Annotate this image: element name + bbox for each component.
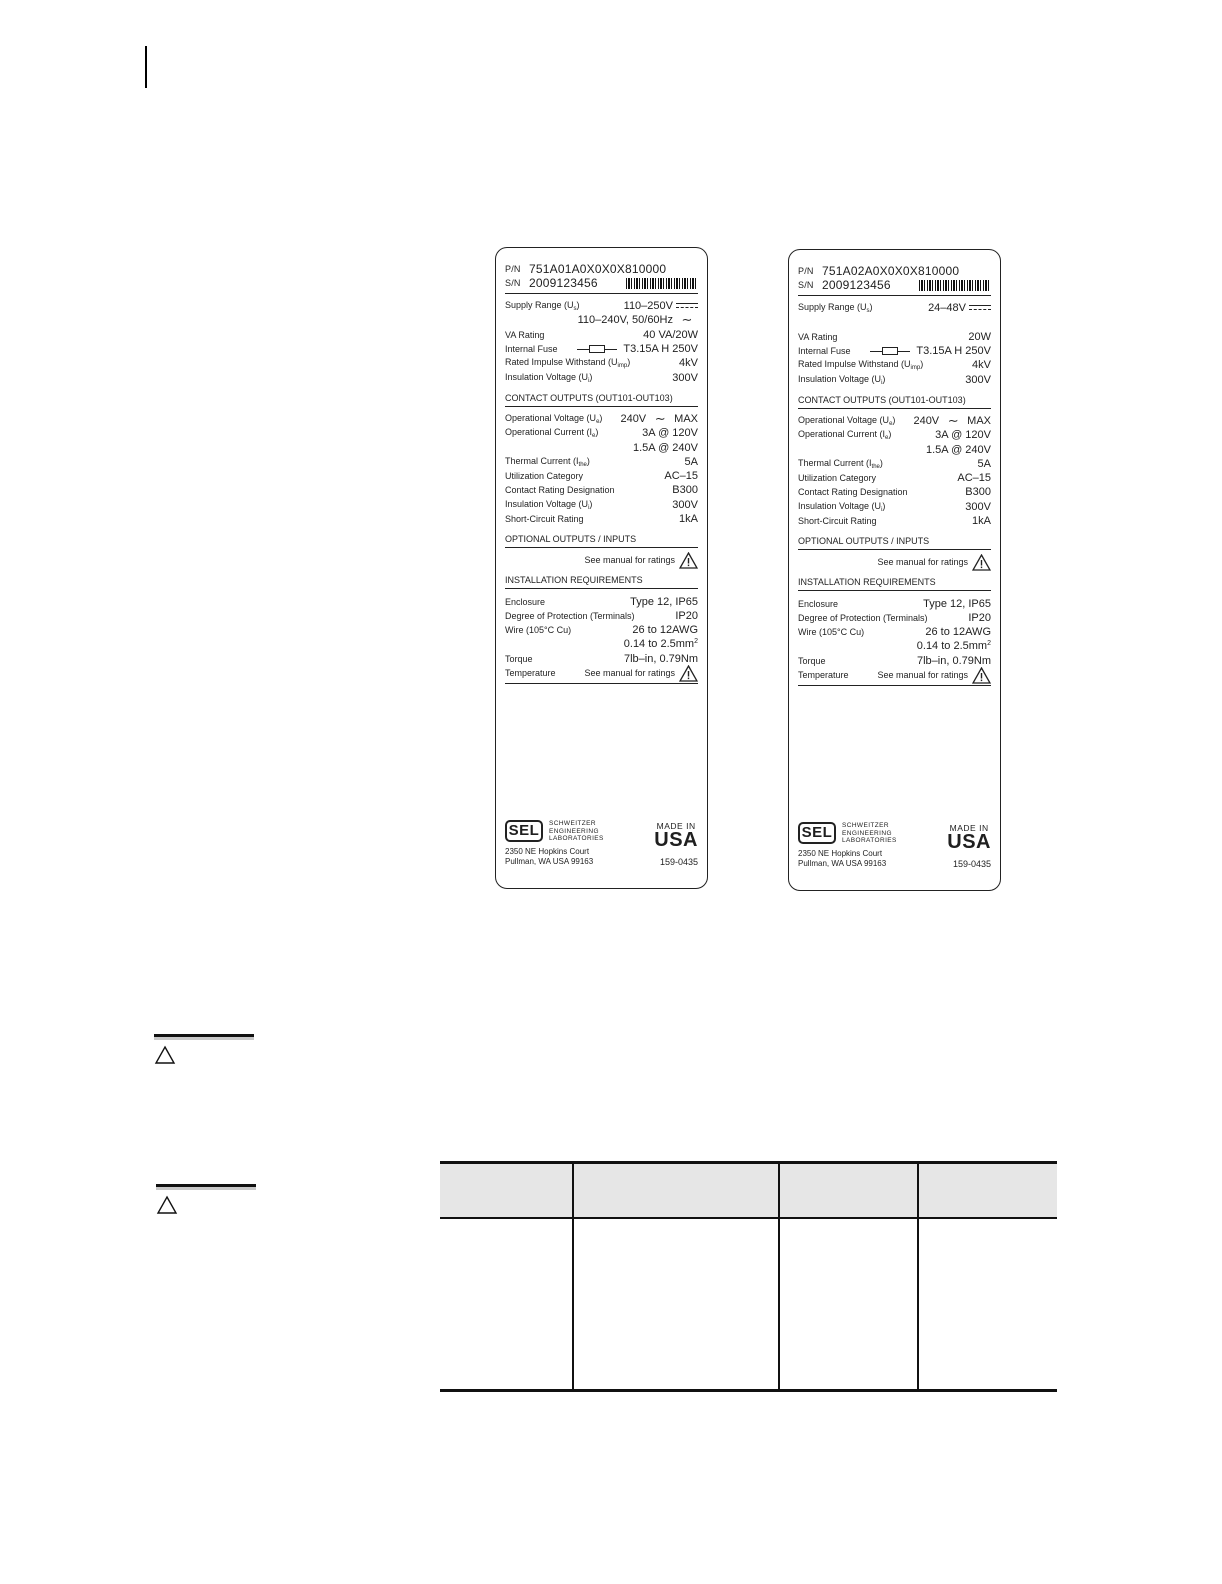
fuse-symbol-icon	[577, 345, 617, 353]
label-part-number: 159-0435	[659, 857, 698, 867]
serial-number: 2009123456	[529, 276, 598, 290]
company-address	[798, 849, 886, 868]
warning-triangle-icon	[679, 552, 698, 569]
label-text	[798, 358, 991, 372]
label-text	[505, 553, 698, 567]
label-text: Supply Range (U	[505, 300, 574, 311]
label-text	[577, 343, 698, 355]
ac-symbol-icon: ∼	[947, 412, 959, 428]
label-text: Thermal Current (I	[798, 457, 872, 468]
label-text: s	[866, 308, 870, 315]
supply-ac-line	[966, 317, 991, 327]
product-label-2	[788, 249, 1001, 891]
label-text: LABORATORIES	[549, 835, 604, 842]
label-text	[584, 665, 698, 682]
label-text	[798, 485, 991, 499]
company-address	[505, 847, 593, 866]
label-text	[798, 301, 991, 315]
page-margin-marker	[145, 46, 147, 88]
label-text: See manual for ratings	[877, 557, 968, 568]
label-text: e	[885, 435, 889, 442]
label-text: SCHWEITZER	[842, 822, 889, 829]
label-text	[798, 590, 991, 591]
label-text: 2350 NE Hopkins Court	[798, 849, 883, 858]
warning-triangle-icon	[972, 554, 991, 571]
label-text: Torque	[505, 653, 533, 664]
label-text: 2	[694, 638, 698, 646]
label-text	[505, 426, 698, 440]
label-text: Insulation Voltage (U	[505, 371, 589, 382]
label-text	[505, 413, 602, 425]
table-column-divider	[778, 1164, 780, 1389]
label-text	[505, 666, 698, 680]
label-text: s	[573, 306, 577, 313]
label-text: 1.5A @ 240V	[926, 443, 991, 456]
label-text	[798, 611, 991, 625]
label-text: Short-Circuit Rating	[505, 514, 584, 524]
label-text: Temperature	[798, 670, 849, 681]
label-text: Temperature	[505, 668, 556, 679]
label-text: i	[881, 379, 883, 386]
label-text	[798, 414, 991, 428]
label-text: Insulation Voltage (U	[798, 500, 882, 511]
label-text: )	[879, 457, 883, 468]
sel-logo: SEL	[505, 820, 543, 842]
label-text: S/N	[798, 280, 814, 290]
installation-heading: INSTALLATION REQUIREMENTS	[505, 575, 643, 586]
part-number-line	[798, 264, 991, 278]
label-text: Pullman, WA USA 99163	[798, 858, 887, 868]
label-text: 240V	[913, 414, 940, 427]
label-text: imp	[910, 365, 921, 372]
label-text	[505, 609, 698, 623]
label-text: Thermal Current (I	[505, 455, 579, 466]
label-text	[798, 501, 885, 513]
label-text: ENGINEERING	[842, 829, 892, 837]
optional-outputs-heading: OPTIONAL OUTPUTS / INPUTS	[798, 536, 930, 547]
sel-logo: SEL	[798, 822, 836, 844]
company-name	[842, 822, 897, 845]
label-text	[505, 588, 698, 589]
label-text	[620, 410, 698, 426]
label-text	[798, 514, 991, 528]
label-text: 1kA	[679, 513, 698, 525]
label-text: )	[869, 302, 873, 313]
label-text	[877, 667, 991, 684]
label-text: Internal Fuse	[798, 346, 851, 357]
label-text	[505, 427, 598, 439]
label-text	[981, 673, 982, 679]
label-text: 5A	[684, 455, 698, 468]
label-text	[505, 483, 698, 497]
label-text	[624, 300, 698, 312]
label-text	[798, 415, 895, 427]
label-text: Utilization Category	[505, 471, 584, 482]
label-text: See manual for ratings	[584, 555, 675, 566]
label-text: B300	[965, 486, 991, 499]
label-text: Insulation Voltage (U	[505, 498, 589, 509]
label-text	[798, 549, 991, 550]
caution-marker-2	[156, 1184, 256, 1215]
label-text: SCHWEITZER	[549, 820, 596, 827]
part-number: 751A01A0X0X0X810000	[529, 262, 667, 276]
label-text: Wire (105°C Cu)	[798, 627, 865, 638]
label-text: 300V	[672, 371, 698, 384]
label-text: 5A	[977, 457, 991, 470]
label-text	[798, 442, 991, 456]
label-text: 7lb–in, 0.79Nm	[624, 652, 698, 665]
label-text	[870, 345, 991, 357]
made-in-usa	[654, 822, 698, 849]
contact-outputs-heading: CONTACT OUTPUTS (OUT101-OUT103)	[505, 392, 673, 403]
label-text: the	[871, 463, 880, 470]
label-text: )	[882, 373, 886, 384]
label-text	[505, 623, 698, 637]
label-text: IP20	[675, 609, 698, 622]
label-text: T3.15A H 250V	[916, 345, 991, 358]
label-text	[798, 596, 991, 610]
label-text	[505, 372, 592, 384]
serial-number-line	[798, 278, 991, 292]
label-text	[505, 412, 698, 426]
caution-triangle-icon	[154, 1045, 176, 1065]
label-text: 26 to 12AWG	[632, 624, 698, 637]
label-text	[798, 374, 885, 386]
label-text: 240V	[620, 412, 647, 425]
label-text: 0.14 to 2.5mm	[623, 638, 695, 651]
label-text	[505, 299, 698, 313]
label-text	[505, 328, 698, 342]
label-text: Enclosure	[505, 596, 546, 607]
label-text: 300V	[965, 500, 991, 513]
caution-triangle-icon	[156, 1195, 178, 1215]
label-text: e	[596, 418, 600, 425]
serial-number-line	[505, 276, 698, 290]
label-text: Degree of Protection (Terminals)	[798, 612, 928, 623]
label-text	[505, 313, 698, 327]
label-text	[798, 429, 891, 441]
label-text	[798, 359, 923, 371]
label-text: 20W	[968, 330, 991, 343]
label-text: Internal Fuse	[505, 344, 558, 355]
supply-dc: 110–250V	[623, 300, 673, 313]
label-text	[688, 677, 689, 679]
label-text	[505, 357, 630, 369]
label-text	[798, 500, 991, 514]
label-text: MADE IN	[656, 821, 696, 831]
label-text: Utilization Category	[798, 473, 877, 484]
label-text: Contact Rating Designation	[798, 487, 908, 498]
company-name	[549, 820, 604, 843]
label-text: S/N	[505, 278, 521, 288]
label-text	[981, 560, 982, 566]
label-text	[798, 315, 991, 329]
label-text: )	[920, 359, 924, 370]
label-text: 1.5A @ 240V	[633, 441, 698, 454]
label-text: Type 12, IP65	[630, 595, 698, 608]
label-text: 300V	[672, 498, 698, 511]
label-text: 2	[987, 640, 991, 648]
label-text: 26 to 12AWG	[925, 626, 991, 639]
label-text: 4kV	[679, 357, 698, 370]
label-text: 0.14 to 2.5mm	[916, 640, 988, 653]
label-text	[798, 471, 991, 485]
label-text: Enclosure	[798, 598, 839, 609]
ac-symbol-icon: ∼	[681, 312, 693, 328]
label-text: Insulation Voltage (U	[798, 373, 882, 384]
label-text: 3A @ 120V	[642, 427, 698, 440]
label-text	[505, 683, 698, 684]
label-text: )	[589, 498, 593, 509]
table-column-divider	[572, 1164, 574, 1389]
label-text	[624, 638, 698, 650]
label-text: Operational Current (I	[505, 427, 593, 438]
label-text	[505, 456, 590, 468]
installation-heading: INSTALLATION REQUIREMENTS	[798, 577, 936, 588]
label-text	[505, 499, 592, 511]
label-text: See manual for ratings	[584, 668, 675, 679]
label-text: i	[881, 506, 883, 513]
label-text: Type 12, IP65	[923, 597, 991, 610]
label-text: Short-Circuit Rating	[798, 516, 877, 526]
label-text: B300	[672, 484, 698, 497]
label-text	[798, 295, 991, 296]
label-text: Pullman, WA USA 99163	[505, 856, 594, 866]
label-text	[688, 564, 689, 566]
fuse-symbol-icon	[870, 347, 910, 355]
label-text: )	[882, 500, 886, 511]
label-text	[505, 498, 698, 512]
label-text: e	[592, 433, 596, 440]
label-text	[688, 558, 689, 564]
warning-triangle-icon	[679, 665, 698, 682]
label-text	[505, 455, 698, 469]
warning-triangle-icon	[972, 667, 991, 684]
label-text	[798, 458, 883, 470]
table-column-divider	[917, 1164, 919, 1389]
label-text: Torque	[798, 655, 826, 666]
label-text: T3.15A H 250V	[623, 343, 698, 356]
label-text: Operational Current (I	[798, 429, 886, 440]
supply-dc: 24–48V	[928, 302, 966, 315]
label-text	[505, 300, 580, 312]
part-number: 751A02A0X0X0X810000	[822, 264, 960, 278]
label-text	[798, 372, 991, 386]
table-header-row	[440, 1164, 1057, 1218]
barcode-icon	[626, 278, 698, 289]
label-text	[798, 668, 991, 682]
label-text	[798, 625, 991, 639]
caution-marker-1	[154, 1034, 254, 1065]
label-text: )	[586, 455, 590, 466]
label-text: Supply Range (U	[798, 302, 867, 313]
label-part-number: 159-0435	[952, 859, 991, 869]
label-text: 7lb–in, 0.79Nm	[917, 654, 991, 667]
label-text	[505, 637, 698, 651]
part-number-line	[505, 262, 698, 276]
label-text	[505, 293, 698, 294]
label-text: VA Rating	[505, 329, 545, 340]
optional-outputs-heading: OPTIONAL OUTPUTS / INPUTS	[505, 534, 637, 545]
label-text: USA	[947, 831, 991, 853]
label-text: Degree of Protection (Terminals)	[505, 610, 635, 621]
label-text: 110–240V, 50/60Hz	[577, 314, 673, 327]
label-text	[505, 406, 698, 407]
label-text	[798, 330, 991, 344]
label-text: )	[627, 357, 631, 368]
label-text: Rated Impulse Withstand (U	[798, 359, 911, 370]
label-text	[981, 679, 982, 681]
serial-number: 2009123456	[822, 278, 891, 292]
label-text	[917, 640, 991, 652]
label-text: 3A @ 120V	[935, 429, 991, 442]
product-label-1	[495, 247, 708, 889]
label-text	[505, 512, 698, 526]
label-text: See manual for ratings	[877, 670, 968, 681]
label-text: e	[889, 420, 893, 427]
label-text: IP20	[968, 611, 991, 624]
ac-symbol-icon: ∼	[654, 410, 666, 426]
label-text	[505, 547, 698, 548]
label-text: MAX	[674, 412, 698, 425]
label-text: USA	[654, 829, 698, 851]
supply-ac-line	[578, 314, 698, 326]
label-text: Operational Voltage (U	[798, 414, 890, 425]
label-text	[505, 342, 698, 356]
dc-symbol-icon	[969, 304, 991, 312]
label-text	[688, 671, 689, 677]
label-text: MADE IN	[949, 823, 989, 833]
label-text: Wire (105°C Cu)	[505, 625, 572, 636]
barcode-icon	[919, 280, 991, 291]
label-text: 300V	[965, 373, 991, 386]
dc-symbol-icon	[676, 302, 698, 310]
label-text	[917, 640, 991, 652]
label-text	[928, 302, 991, 314]
label-text: )	[595, 427, 599, 438]
label-text	[798, 457, 991, 471]
label-text	[981, 566, 982, 568]
label-text: imp	[617, 363, 628, 370]
label-text	[505, 469, 698, 483]
manufacturer-footer	[505, 820, 698, 880]
manufacturer-footer	[798, 822, 991, 882]
label-text	[505, 356, 698, 370]
label-text	[913, 412, 991, 428]
label-text: AC–15	[664, 470, 698, 483]
contact-outputs-heading: CONTACT OUTPUTS (OUT101-OUT103)	[798, 394, 966, 405]
label-text: P/N	[505, 264, 521, 274]
label-text: )	[576, 300, 580, 311]
label-text: 4kV	[972, 359, 991, 372]
label-text: )	[892, 414, 896, 425]
label-text	[798, 555, 991, 569]
made-in-usa	[947, 824, 991, 851]
label-text: )	[589, 371, 593, 382]
label-text: Contact Rating Designation	[505, 485, 615, 496]
label-text	[505, 370, 698, 384]
label-text: LABORATORIES	[842, 837, 897, 844]
label-text	[798, 408, 991, 409]
label-text	[798, 302, 873, 314]
label-text	[798, 344, 991, 358]
label-text: 40 VA/20W	[643, 328, 698, 341]
label-text: VA Rating	[798, 331, 838, 342]
label-text	[798, 428, 991, 442]
label-text: )	[599, 412, 603, 423]
label-text: 1kA	[972, 515, 991, 527]
label-text	[798, 685, 991, 686]
label-text: MAX	[967, 414, 991, 427]
label-text	[798, 639, 991, 653]
label-text: AC–15	[957, 472, 991, 485]
label-text	[624, 638, 698, 650]
label-text: P/N	[798, 266, 814, 276]
ratings-table	[440, 1161, 1057, 1392]
label-text: the	[578, 461, 587, 468]
label-text: 2350 NE Hopkins Court	[505, 847, 590, 856]
label-text: i	[588, 377, 590, 384]
label-text: Rated Impulse Withstand (U	[505, 357, 618, 368]
label-text: Operational Voltage (U	[505, 412, 597, 423]
label-text: )	[888, 429, 892, 440]
label-text: i	[588, 504, 590, 511]
label-text	[505, 594, 698, 608]
label-text: ENGINEERING	[549, 827, 599, 835]
label-text	[505, 440, 698, 454]
